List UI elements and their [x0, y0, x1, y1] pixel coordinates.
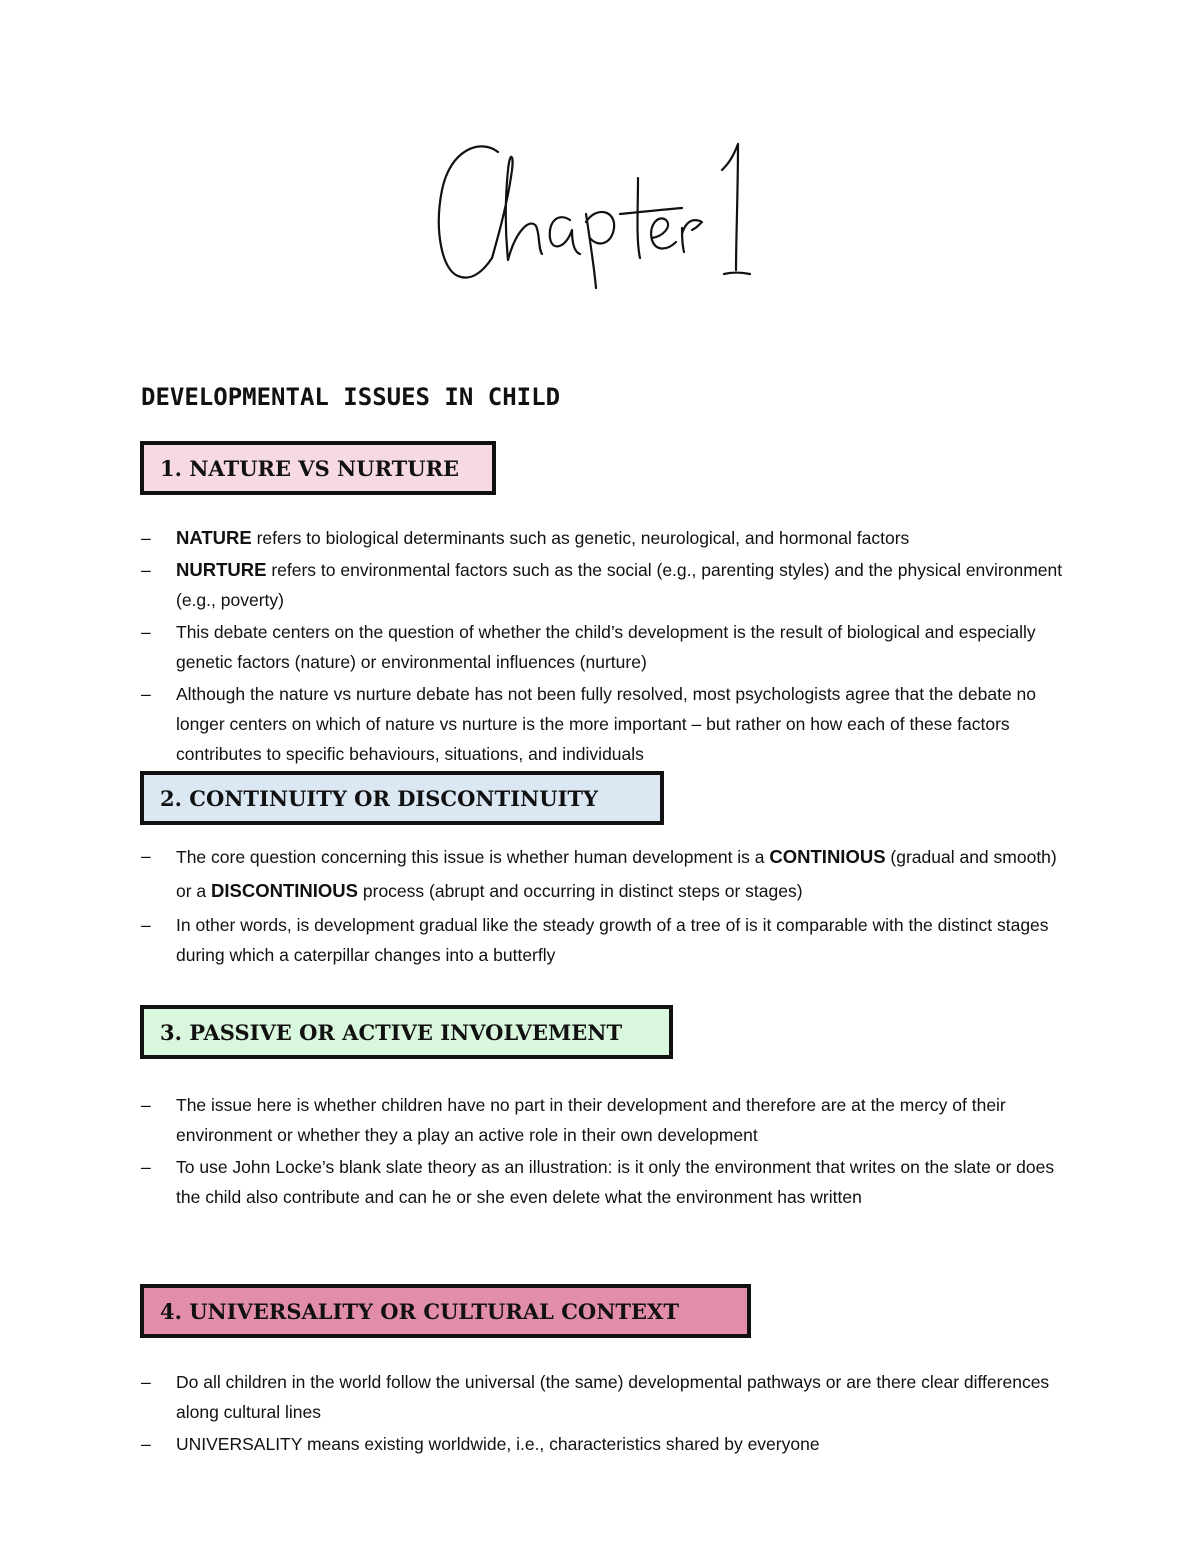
section-title: 1. NATURE VS NURTURE	[160, 455, 460, 481]
section-box-continuity-or-discontinuity	[140, 771, 664, 825]
bullet-text: refers to biological determinants such as genetic, neurological, and hormonal factors	[251, 528, 910, 548]
bullet-text: In other words, is development gradual like the steady growth of a tree of is it comparable with the distinct stages during which a caterpillar changes into a butterfly	[176, 915, 1049, 965]
bullet-list-continuity-or-discontinuity	[141, 840, 1071, 972]
bullet-text: The core question concerning this issue is whether human development is a	[176, 847, 770, 867]
dash-marker: –	[141, 560, 151, 580]
bullet-list-passive-or-active-involvement	[141, 1090, 1071, 1214]
bullet-text: Although the nature vs nurture debate has not been fully resolved, most psychologists agree that the debate no longer centers on which of nature vs nurture is the more important – but rather on how each of these factors contributes to specific behaviours, situations, and individuals	[176, 684, 1037, 764]
bullet-text: (gradual and smooth) or a	[176, 847, 1057, 901]
section-box-nature-vs-nurture	[140, 441, 496, 495]
bullet-list-nature-vs-nurture	[141, 523, 1071, 771]
dash-marker: –	[141, 915, 151, 935]
dash-marker: –	[141, 846, 151, 866]
bullet-text: To use John Locke’s blank slate theory as an illustration: is it only the environment that writes on the slate or does the child also contribute and can he or she even delete what the environment has written	[176, 1157, 1055, 1207]
list-item	[141, 617, 1071, 677]
list-item	[141, 1367, 1071, 1427]
section-title: 2. CONTINUITY OR DISCONTINUITY	[160, 785, 599, 811]
list-item	[141, 555, 1071, 615]
dash-marker: –	[141, 684, 151, 704]
dash-marker: –	[141, 1372, 151, 1392]
chapter-title-script-graphic	[420, 130, 780, 300]
bullet-text: UNIVERSALITY means existing worldwide, i.e., characteristics shared by everyone	[176, 1434, 820, 1454]
section-box-passive-or-active-involvement	[140, 1005, 673, 1059]
bold-term: NURTURE	[176, 559, 267, 580]
dash-marker: –	[141, 528, 151, 548]
list-item	[141, 679, 1071, 769]
list-item	[141, 1429, 1071, 1459]
bullet-text: process (abrupt and occurring in distinct steps or stages)	[358, 881, 803, 901]
section-box-universality-or-cultural-context	[140, 1284, 751, 1338]
bold-term: DISCONTINIOUS	[211, 880, 359, 901]
bullet-text: refers to environmental factors such as the social (e.g., parenting styles) and the physical environment (e.g., poverty)	[176, 560, 1063, 610]
section-title: 4. UNIVERSALITY OR CULTURAL CONTEXT	[160, 1298, 679, 1324]
bullet-text: Do all children in the world follow the universal (the same) developmental pathways or are there clear differences along cultural lines	[176, 1372, 1050, 1422]
dash-marker: –	[141, 1434, 151, 1454]
chapter-title	[420, 130, 780, 300]
dash-marker: –	[141, 1095, 151, 1115]
bullet-text: This debate centers on the question of whether the child’s development is the result of biological and especially genetic factors (nature) or environmental influences (nurture)	[176, 622, 1036, 672]
dash-marker: –	[141, 622, 151, 642]
dash-marker: –	[141, 1157, 151, 1177]
list-item	[141, 1090, 1071, 1150]
list-item	[141, 523, 1071, 553]
bold-term: NATURE	[176, 527, 252, 548]
list-item	[141, 840, 1071, 908]
list-item	[141, 910, 1071, 970]
list-item	[141, 1152, 1071, 1212]
bold-term: CONTINIOUS	[769, 846, 886, 867]
section-title: 3. PASSIVE OR ACTIVE INVOLVEMENT	[160, 1019, 623, 1045]
main-heading: DEVELOPMENTAL ISSUES IN CHILD	[141, 383, 561, 411]
bullet-text: The issue here is whether children have no part in their development and therefore are at the mercy of their environment or whether they a play an active role in their own development	[176, 1095, 1006, 1145]
bullet-list-universality-or-cultural-context	[141, 1367, 1071, 1461]
